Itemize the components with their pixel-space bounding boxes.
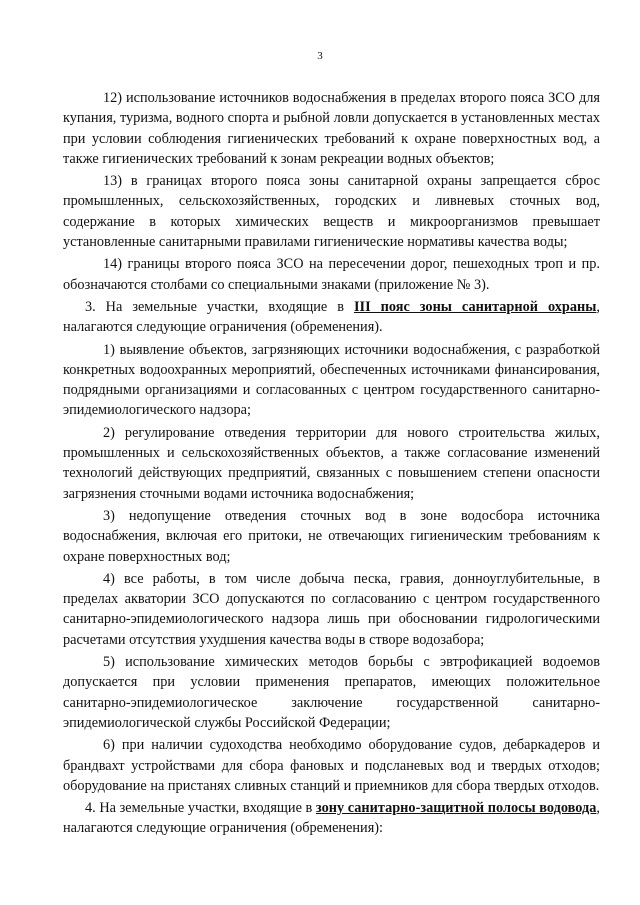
section-3-bold: III пояс зоны санитарной охраны <box>353 298 597 315</box>
section-4-heading <box>63 798 600 839</box>
section-3-item-4: 4) все работы, в том числе добыча песка, гравия, донноуглубительные, в пределах акватории ЗСО допускаются по согласованию с центром государственного санитарно-эпидемиологического надзора лишь при обосновании гидрологическими расчетами отсутствия ухудшения качества воды в створе водозабора; <box>63 570 600 648</box>
section-3-item-3: 3) недопущение отведения сточных вод в зоне водосбора источника водоснабжения, включая его притоки, не отвечающих гигиеническим требованиям к охране поверхностных вод; <box>63 507 600 565</box>
section-3-item-2: 2) регулирование отведения территории для нового строительства жилых, промышленных и сельскохозяйственных объектов, а также согласование изменений технологий действующих предприятий, связанных с повышением степени опасности загрязнения сточными водами источника водоснабжения; <box>63 424 600 502</box>
section-3-prefix: 3. На земельные участки, входящие в <box>85 298 354 315</box>
page-number: 3 <box>317 50 323 62</box>
section-3-item-5: 5) использование химических методов борьбы с эвтрофикацией водоемов допускается при условии применения препаратов, имеющих положительное санитарно-эпидемиологическое заключение государственной санитарно-эпидемиологической службы Российской Федерации; <box>63 654 600 731</box>
section-3-item-6: 6) при наличии судоходства необходимо оборудование судов, дебаркадеров и брандвахт устройствами для сбора фановых и подсланевых вод и твердых отходов; оборудование на пристанях сливных станций и приемников для сбора твердых отходов. <box>63 737 600 794</box>
section-4-prefix: 4. На земельные участки, входящие в <box>85 800 316 817</box>
section-4-bold: зону санитарно-защитной полосы водовода <box>315 800 597 817</box>
section-3-item-1: 1) выявление объектов, загрязняющих источники водоснабжения, с разработкой конкретных водоохранных мероприятий, обеспеченных источниками финансирования, подрядными организациями и согласованных с центром государственного санитарно-эпидемиологического надзора; <box>63 341 600 419</box>
section-4-suffix: , налагаются следующие ограничения (обременения): <box>63 800 600 837</box>
section-3-suffix: , налагаются следующие ограничения (обременения). <box>63 298 600 336</box>
paragraph-item-12: 12) использование источников водоснабжения в пределах второго пояса ЗСО для купания, туризма, водного спорта и рыбной ловли допускается в установленных местах при условии соблюдения гигиенических требований к охране поверхностных вод, а также гигиенических требований к зонам рекреации водных объектов; <box>63 90 600 167</box>
paragraph-item-13: 13) в границах второго пояса зоны санитарной охраны запрещается сброс промышленных, сельскохозяйственных, городских и ливневых сточных вод, содержание в которых химических веществ и микроорганизмов превышает установленные санитарными правилами гигиенические нормативы качества воды; <box>63 173 600 251</box>
section-3-heading <box>63 297 600 338</box>
document-body <box>63 88 600 841</box>
paragraph-item-14: 14) границы второго пояса ЗСО на пересечении дорог, пешеходных троп и пр. обозначаются столбами со специальными знаками (приложение № 3). <box>63 256 600 293</box>
